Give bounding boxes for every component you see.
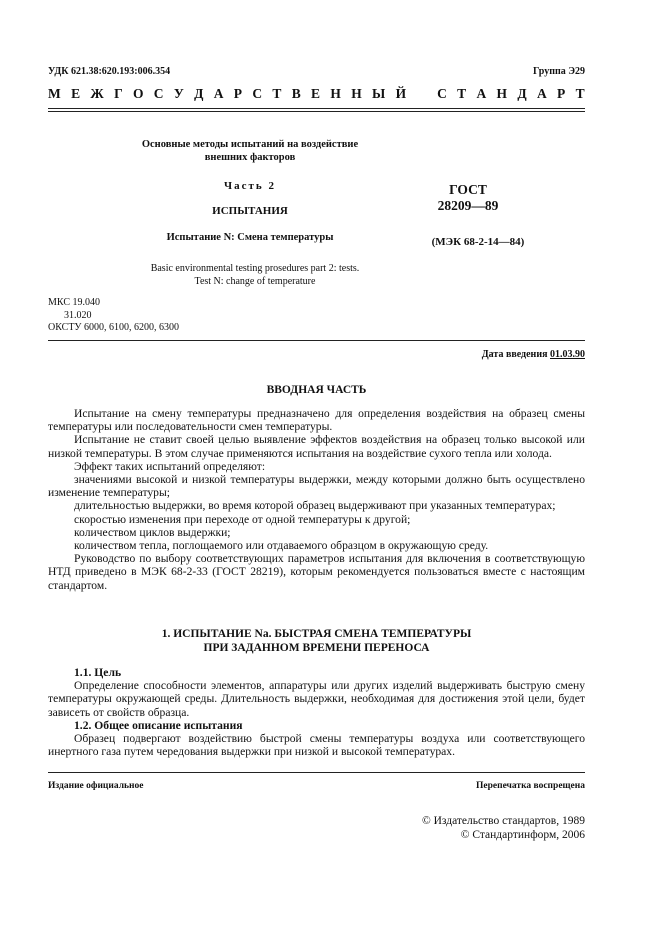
section-1-heading-line-2: ПРИ ЗАДАННОМ ВРЕМЕНИ ПЕРЕНОСА	[203, 642, 430, 654]
standard-type-heading	[48, 86, 585, 102]
section-1-heading-line-1: 1. ИСПЫТАНИЕ Na. БЫСТРАЯ СМЕНА ТЕМПЕРАТУРЫ	[161, 628, 472, 640]
classification-codes	[48, 297, 179, 335]
standard-heading-letter: Т	[457, 86, 467, 101]
copyright-line-1: © Издательство стандартов, 1989	[421, 815, 585, 827]
intro-heading: ВВОДНАЯ ЧАСТЬ	[266, 384, 367, 396]
footer-rule	[48, 772, 585, 773]
test-title: Испытание N: Смена температуры	[166, 232, 334, 243]
title-line-1: Основные методы испытаний на воздействие	[141, 139, 359, 150]
header-rule	[48, 108, 585, 109]
standard-heading-letter: С	[252, 86, 263, 101]
standard-heading-letter: Ы	[372, 86, 386, 101]
standard-heading-letter: М	[48, 86, 61, 101]
intro-paragraph: количеством циклов выдержки;	[74, 525, 231, 539]
standard-heading-letter: С	[153, 86, 164, 101]
standard-heading-letter: Р	[233, 86, 243, 101]
mks-code-2: 31.020	[64, 309, 92, 321]
standard-heading-letter: Т	[575, 86, 585, 101]
section-1-body	[48, 666, 585, 758]
standard-heading-letter: Т	[272, 86, 282, 101]
intro-paragraph: количеством тепла, поглощаемого или отдаваемого образцом в окружающую среду.	[74, 539, 489, 553]
gost-number: 28209—89	[437, 198, 499, 213]
standard-heading-letter: С	[437, 86, 447, 101]
intro-paragraph: Эффект таких испытаний определяют:	[74, 459, 266, 473]
standard-heading-letter: Д	[194, 86, 204, 101]
mks-code-1: МКС 19.040	[48, 297, 100, 308]
standard-heading-letter: Е	[311, 86, 321, 101]
effective-date	[482, 349, 585, 360]
standard-heading-letter: О	[132, 86, 144, 101]
effective-date-value: 01.03.90	[550, 349, 585, 360]
standard-heading-letter: Н	[496, 86, 508, 101]
standard-heading-letter: А	[536, 86, 547, 101]
section-1-heading	[48, 627, 585, 655]
gost-designation	[398, 182, 538, 214]
document-title	[120, 138, 380, 164]
intro-body	[48, 407, 585, 592]
header-rule-thin	[48, 111, 585, 112]
intro-paragraph: Руководство по выбору соответствующих параметров испытания для включения в соответствующую НТД приведено в МЭК 68-2-33 (ГОСТ 28219), которым рекомендуется пользоваться вместе с настоящим стандартом.	[48, 552, 585, 592]
official-edition: Издание официальное	[48, 781, 144, 791]
standard-heading-letter: Г	[114, 86, 123, 101]
intro-paragraph: длительностью выдержки, во время которой образец выдерживают при указанных температурах;	[74, 499, 556, 513]
standard-heading-letter: В	[291, 86, 301, 101]
standard-heading-letter: Ж	[90, 86, 104, 101]
subsection-1-1-text: Определение способности элементов, аппаратуры или других изделий выдерживать быструю смену температуры окружающей среды. Длительность выдержки, необходимая для достижения этой цели, будет зависеть от свойств образца.	[48, 679, 585, 719]
copyright-line-2: © Стандартинформ, 2006	[460, 829, 585, 841]
standard-heading-letter: Н	[330, 86, 341, 101]
copyright	[422, 814, 585, 842]
part-label: Часть 2	[224, 180, 276, 192]
subsection-1-1-title: 1.1. Цель	[74, 666, 122, 679]
standard-heading-letter: Н	[351, 86, 362, 101]
iec-reference: (МЭК 68-2-14—84)	[431, 236, 525, 248]
group-code: Группа Э29	[533, 66, 585, 77]
standard-heading-letter: А	[476, 86, 487, 101]
english-title-line-1: Basic environmental testing prosedures part 2: tests.	[150, 263, 360, 274]
gost-label: ГОСТ	[449, 182, 487, 197]
standard-heading-letter: Д	[517, 86, 527, 101]
reprint-prohibited: Перепечатка воспрещена	[475, 781, 585, 791]
title-line-2: внешних факторов	[204, 152, 296, 163]
intro-paragraph: скоростью изменения при переходе от одной температуры к другой;	[74, 512, 411, 526]
standard-heading-letter: Р	[557, 86, 566, 101]
standard-heading-letter: Е	[71, 86, 81, 101]
english-title-line-2: Test N: change of temperature	[194, 276, 316, 287]
okstu-code: ОКСТУ 6000, 6100, 6200, 6300	[48, 322, 180, 333]
subsection-1-2-title: 1.2. Общее описание испытания	[74, 718, 243, 732]
standard-heading-letter: А	[213, 86, 224, 101]
section-title: ИСПЫТАНИЯ	[212, 205, 288, 217]
date-rule	[48, 340, 585, 341]
udk-code: УДК 621.38:620.193:006.354	[48, 66, 171, 77]
intro-paragraph: Испытание не ставит своей целью выявление эффектов воздействия на образец только высокой или низкой температуры. В этом случае применяются испытания на воздействие сухого тепла или холода.	[48, 433, 585, 460]
effective-date-label: Дата введения	[481, 349, 548, 360]
subsection-1-2-text: Образец подвергают воздействию быстрой смены температуры воздуха или соответствующего инертного газа путем чередования выдержки при низкой и высокой температурах.	[48, 732, 585, 759]
english-title	[110, 262, 400, 288]
standard-heading-letter: Й	[395, 86, 407, 101]
intro-paragraph: значениями высокой и низкой температуры выдержки, между которыми должно быть осуществлено изменение температуры;	[48, 473, 585, 500]
intro-paragraph: Испытание на смену температуры предназначено для определения воздействия на образец смены температуры или последовательности смен температуры.	[48, 407, 585, 434]
standard-heading-letter: У	[173, 86, 184, 101]
